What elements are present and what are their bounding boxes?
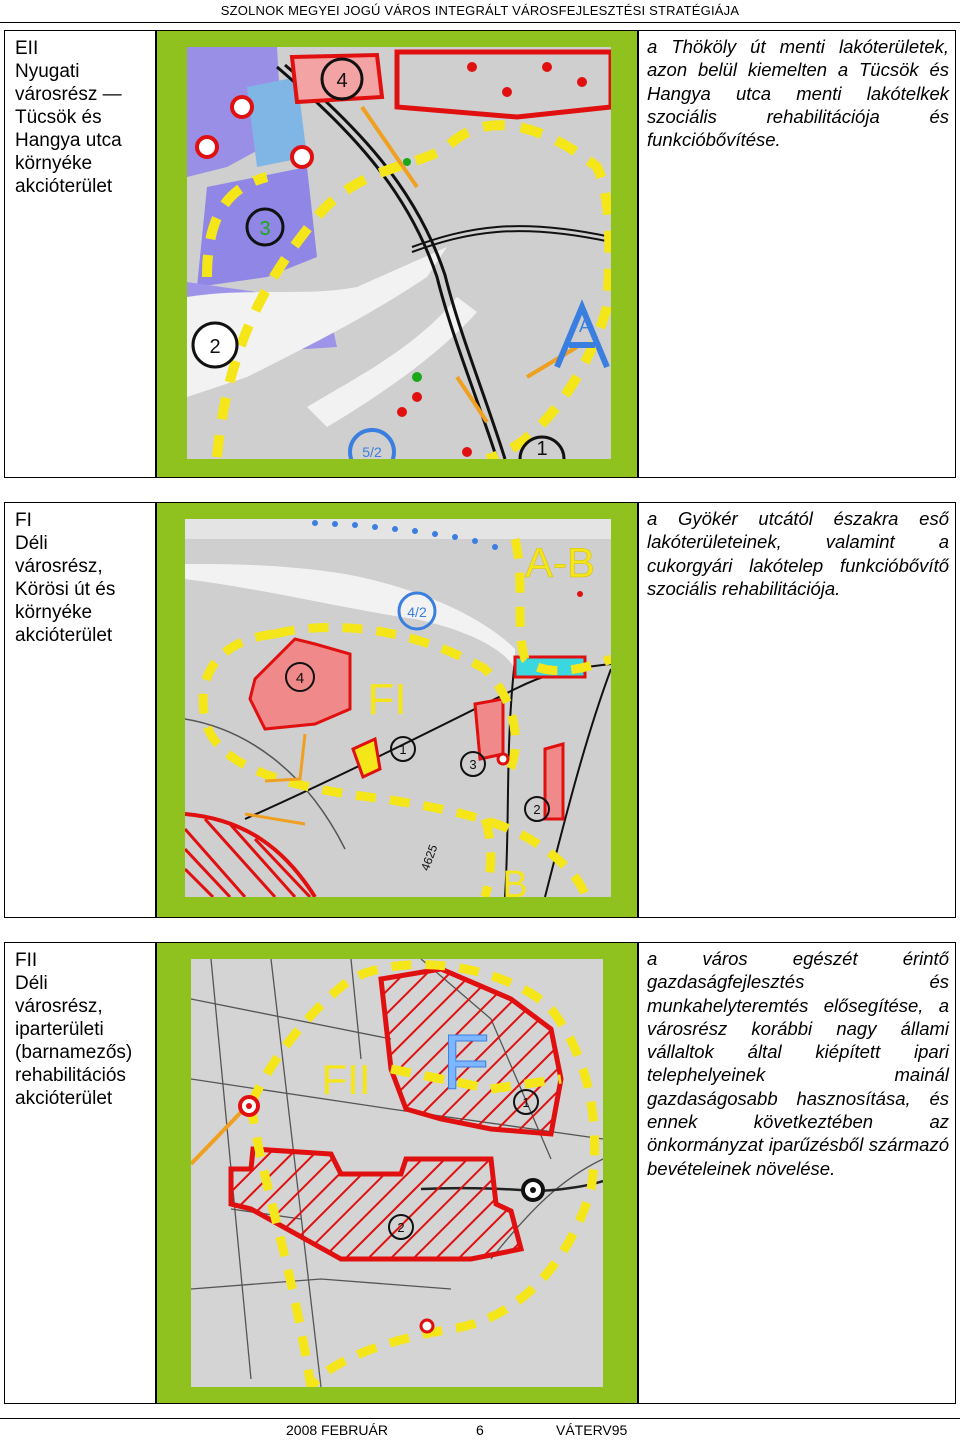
label-line: rehabilitációs	[15, 1065, 126, 1086]
map-zone-label: FII	[321, 1056, 371, 1103]
area-description-eii: a Thököly út menti lakóterületek, azon belül kiemelten a Tücsök és Hangya utca menti lakótelkek szociális rehabilitációja és funkcióbővítése.	[638, 30, 956, 478]
map-street-number: 4625	[418, 842, 441, 873]
map-zone-label: F	[442, 1018, 490, 1106]
map-number-label: 4	[336, 70, 348, 92]
area-description-fi: a Gyökér utcától északra eső lakóterületeinek, valamint a cukorgyári lakótelep funkcióbővítő szociális rehabilitációja.	[638, 502, 956, 918]
label-line: városrész —	[15, 84, 122, 105]
map-number-label: 2	[533, 802, 541, 817]
map-number-label: 3	[259, 218, 271, 240]
label-line: környéke	[15, 602, 93, 623]
label-line: akcióterület	[15, 625, 113, 646]
map-zone-label: A-B	[524, 539, 596, 586]
action-area-row-fi	[4, 502, 956, 918]
label-line: EII	[15, 38, 39, 59]
map-number-label: 1	[536, 438, 548, 459]
label-line: városrész,	[15, 996, 103, 1017]
label-line: FI	[15, 510, 32, 531]
map-image-fii	[191, 959, 603, 1387]
map-zone-label: 4/2	[407, 604, 427, 620]
label-line: Tücsök és	[15, 107, 102, 128]
map-number-label: 2	[397, 1220, 405, 1235]
footer-divider	[0, 1418, 960, 1419]
map-number-label: 1	[399, 742, 407, 757]
label-line: Déli	[15, 533, 48, 554]
label-line: környéke	[15, 153, 93, 174]
action-area-row-eii	[4, 30, 956, 478]
map-number-label: 1	[522, 1095, 530, 1110]
label-line: Körösi út és	[15, 579, 116, 600]
page-header: SZOLNOK MEGYEI JOGÚ VÁROS INTEGRÁLT VÁROSFEJLESZTÉSI STRATÉGIÁJA	[220, 3, 740, 18]
label-line: iparterületi	[15, 1019, 104, 1040]
area-label-eii	[4, 30, 156, 478]
map-cell-fii	[156, 942, 638, 1404]
label-line: Nyugati	[15, 61, 80, 82]
map-cell-fi	[156, 502, 638, 918]
label-line: Hangya utca	[15, 130, 122, 151]
map-number-label: 4	[295, 670, 305, 687]
footer-date: 2008 FEBRUÁR	[286, 1422, 388, 1438]
label-line: (barnamezős)	[15, 1042, 133, 1063]
map-cell-eii	[156, 30, 638, 478]
map-number-label: 2	[209, 336, 221, 358]
map-zone-label: A	[578, 316, 592, 336]
label-line: Déli	[15, 973, 48, 994]
header-divider	[0, 22, 960, 23]
footer-organization: VÁTERV95	[556, 1422, 628, 1438]
label-line: akcióterület	[15, 176, 113, 197]
area-label-fii	[4, 942, 156, 1404]
map-number-label: 3	[469, 757, 477, 772]
map-zone-label: B	[502, 864, 528, 897]
action-area-row-fii	[4, 942, 956, 1404]
area-description-fii: a város egészét érintő gazdaságfejlesztés és munkahelyteremtés elősegítése, a városrész korábbi nagy állami vállaltok által kiépített ipari telephelyeinek mainál gazdaságosabb hasznosítása, és ennek következtében az önkormányzat iparűzésből származó bevételeinek növelése.	[638, 942, 956, 1404]
map-image-fi	[185, 519, 611, 897]
label-line: akcióterület	[15, 1088, 113, 1109]
map-image-eii	[187, 47, 611, 459]
map-zone-label: 5/2	[362, 444, 382, 459]
label-line: FII	[15, 950, 38, 971]
label-line: városrész,	[15, 556, 103, 577]
footer-page-number: 6	[476, 1422, 484, 1438]
map-zone-label: FI	[367, 675, 407, 724]
area-label-fi	[4, 502, 156, 918]
